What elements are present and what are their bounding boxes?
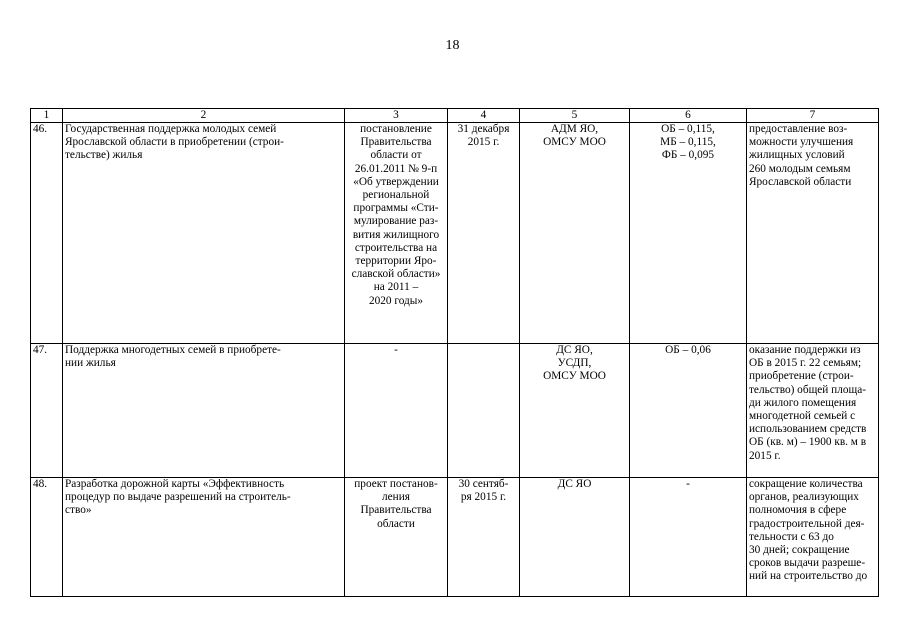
column-header-1: 1 bbox=[31, 109, 63, 123]
executors: ДС ЯО, УСДП, ОМСУ МОО bbox=[520, 344, 630, 478]
deadline: 30 сентяб- ря 2015 г. bbox=[448, 478, 520, 597]
legal-document: - bbox=[345, 344, 448, 478]
deadline: 31 декабря 2015 г. bbox=[448, 123, 520, 344]
table-row bbox=[31, 123, 879, 344]
expected-result: оказание поддержки из ОБ в 2015 г. 22 семьям; приобретение (строи- тельство) общей площа- ди жилого помещения многодетной семьей с использованием средств ОБ (кв. м) – 1900 кв. м в 2015 г. bbox=[747, 344, 879, 478]
page-number: 18 bbox=[445, 38, 460, 53]
column-header-4: 4 bbox=[448, 109, 520, 123]
table-row bbox=[31, 344, 879, 478]
row-number: 48. bbox=[31, 478, 63, 597]
legal-document: проект постанов- ления Правительства области bbox=[345, 478, 448, 597]
deadline bbox=[448, 344, 520, 478]
column-header-7: 7 bbox=[747, 109, 879, 123]
table-row bbox=[31, 478, 879, 597]
expected-result: сокращение количества органов, реализующих полномочия в сфере градостроительной дея- тельности с 63 до 30 дней; сокращение сроков выдачи разреше- ний на строительство до bbox=[747, 478, 879, 597]
executors: ДС ЯО bbox=[520, 478, 630, 597]
funding: ОБ – 0,06 bbox=[630, 344, 747, 478]
measure-name: Поддержка многодетных семей в приобрете- нии жилья bbox=[63, 344, 345, 478]
column-header-3: 3 bbox=[345, 109, 448, 123]
expected-result: предоставление воз- можности улучшения жилищных условий 260 молодым семьям Ярославской области bbox=[747, 123, 879, 344]
measure-name: Разработка дорожной карты «Эффективность процедур по выдаче разрешений на строитель- ство» bbox=[63, 478, 345, 597]
row-number: 47. bbox=[31, 344, 63, 478]
legal-document: постановление Правительства области от 26.01.2011 № 9-п «Об утверждении региональной программы «Сти- мулирование раз- вития жилищного строительства на территории Яро- славской области» на 2011 – 2020 годы» bbox=[345, 123, 448, 344]
column-header-2: 2 bbox=[63, 109, 345, 123]
funding: - bbox=[630, 478, 747, 597]
row-number: 46. bbox=[31, 123, 63, 344]
measures-table bbox=[30, 108, 879, 597]
column-header-5: 5 bbox=[520, 109, 630, 123]
table-header-row bbox=[31, 109, 879, 123]
column-header-6: 6 bbox=[630, 109, 747, 123]
executors: АДМ ЯО, ОМСУ МОО bbox=[520, 123, 630, 344]
measure-name: Государственная поддержка молодых семей Ярославской области в приобретении (строи- тельстве) жилья bbox=[63, 123, 345, 344]
funding: ОБ – 0,115, МБ – 0,115, ФБ – 0,095 bbox=[630, 123, 747, 344]
